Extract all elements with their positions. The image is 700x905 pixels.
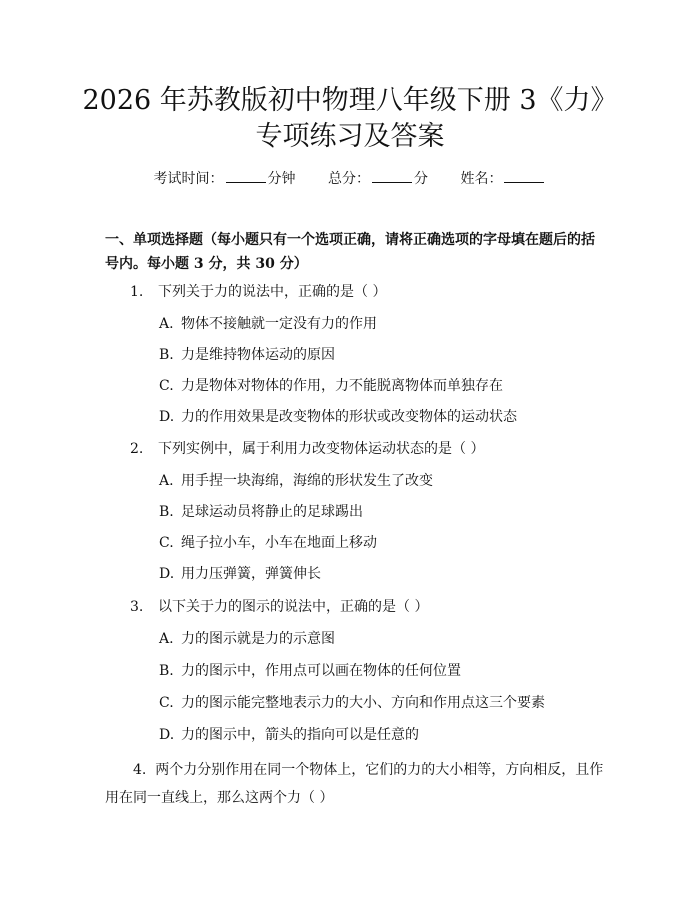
question-3-option-c [159,693,545,713]
option-letter: D. [159,409,175,425]
exam-score-label: 总分： [328,171,370,187]
option-text: 力的图示就是力的示意图 [181,631,335,647]
option-text: 绳子拉小车，小车在地面上移动 [181,535,377,551]
question-3 [130,597,428,617]
question-text: 下列关于力的说法中，正确的是（ ） [158,284,387,300]
option-letter: C. [159,378,174,394]
exam-info [0,168,700,189]
question-1-option-b [159,345,335,365]
option-text: 力的作用效果是改变物体的形状或改变物体的运动状态 [181,409,517,425]
question-number: 1. [130,284,144,300]
option-text: 力的图示能完整地表示力的大小、方向和作用点这三个要素 [181,695,545,711]
question-3-option-a [159,629,335,649]
option-letter: B. [159,663,174,679]
exam-name-label: 姓名： [460,171,503,187]
question-1-option-d [159,407,517,427]
document-title-line-1: 2026 年苏教版初中物理八年级下册 3《力》 [82,85,618,116]
question-3-option-b [159,661,461,681]
question-1 [130,282,386,302]
section-heading: 一、单项选择题（每小题只有一个选项正确，请将正确选项的字母填在题后的括号内。每小题 3 分，共 30 分） [105,232,595,272]
option-letter: B. [159,504,174,520]
question-text: 两个力分别作用在同一个物体上，它们的力的大小相等，方向相反，且作用在同一直线上，那么这两个力（ ） [105,762,604,806]
option-letter: B. [159,347,174,363]
question-4 [105,756,605,812]
question-2-option-b [159,502,363,522]
option-text: 力的图示中，箭头的指向可以是任意的 [181,727,419,743]
option-letter: A. [159,631,174,647]
option-letter: D. [159,727,175,743]
question-2 [130,439,484,459]
option-text: 力的图示中，作用点可以画在物体的任何位置 [181,663,461,679]
exam-score-unit: 分 [414,171,428,187]
exam-time-blank [226,168,266,183]
exam-time-label: 考试时间： [153,171,224,187]
exam-name [460,168,546,189]
option-text: 物体不接触就一定没有力的作用 [181,316,377,332]
question-1-option-a [159,314,377,334]
question-text: 下列实例中，属于利用力改变物体运动状态的是（ ） [158,441,485,457]
question-text: 以下关于力的图示的说法中，正确的是（ ） [158,599,429,615]
question-number: 3. [130,599,144,615]
option-text: 足球运动员将静止的足球踢出 [181,504,363,520]
exam-name-blank [504,168,544,183]
question-number: 4. [133,762,147,778]
option-letter: A. [159,473,174,489]
exam-time [154,168,296,189]
document-title-line-2: 专项练习及答案 [255,121,445,152]
option-text: 用力压弹簧，弹簧伸长 [181,566,321,582]
option-letter: A. [159,316,174,332]
option-letter: D. [159,566,175,582]
exam-score [328,168,428,189]
exam-time-unit: 分钟 [267,171,296,187]
question-2-option-c [159,533,377,553]
option-letter: C. [159,535,174,551]
option-text: 用手捏一块海绵，海绵的形状发生了改变 [181,473,433,489]
option-text: 力是物体对物体的作用，力不能脱离物体而单独存在 [181,378,503,394]
option-letter: C. [159,695,174,711]
question-2-option-a [159,471,433,491]
exam-score-blank [372,168,412,183]
question-2-option-d [159,564,321,584]
option-text: 力是维持物体运动的原因 [181,347,335,363]
question-1-option-c [159,376,503,396]
question-3-option-d [159,725,419,745]
question-number: 2. [130,441,144,457]
